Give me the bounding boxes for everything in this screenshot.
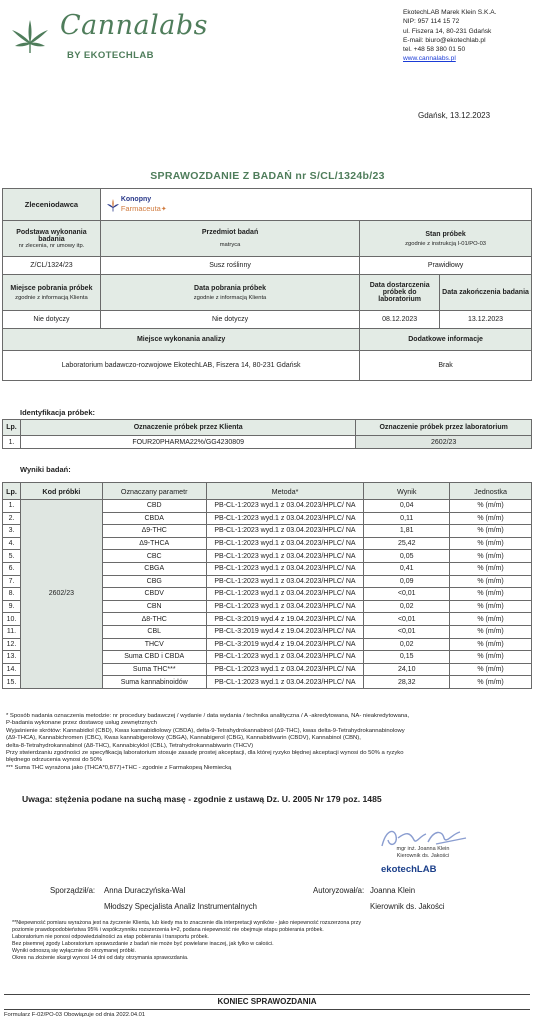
company-info (403, 8, 496, 64)
dry-mass-warning: Uwaga: stężenia podane na suchą masę - zgodnie z ustawą Dz. U. 2005 Nr 179 poz. 1485 (22, 794, 382, 804)
footnote-line: Bez pisemnej zgody Laboratorium sprawozdanie z badań nie może być powielane inaczej, jak tylko w całości. (12, 941, 274, 947)
result-value: <0,01 (364, 613, 450, 626)
sampling-place-label: Miejsce pobrania próbek (10, 284, 93, 292)
result-lp: 7. (3, 575, 21, 588)
result-method: PB-CL-1:2023 wyd.1 z 03.04.2023/HPLC/ NA (206, 588, 364, 601)
report-title: SPRAWOZDANIE Z BADAŃ nr S/CL/1324b/23 (150, 170, 385, 182)
result-unit: % (m/m) (450, 550, 532, 563)
result-lp: 14. (3, 663, 21, 676)
result-lp: 10. (3, 613, 21, 626)
ident-lp: 1. (3, 436, 21, 449)
result-parameter: THCV (102, 638, 206, 651)
sampling-place-value: Nie dotyczy (3, 311, 101, 329)
stamp-role: Kierownik ds. Jakości (396, 852, 450, 859)
result-unit: % (m/m) (450, 613, 532, 626)
result-parameter: Δ9-THCA (102, 537, 206, 550)
sampling-date-label: Data pobrania próbek (194, 284, 267, 292)
results-title: Wyniki badań: (20, 465, 71, 474)
authorized-role: Kierownik ds. Jakości (370, 902, 445, 911)
result-unit: % (m/m) (450, 525, 532, 538)
result-parameter: CBDA (102, 512, 206, 525)
result-unit: % (m/m) (450, 575, 532, 588)
sample-code: 2602/23 (20, 500, 102, 689)
end-of-report: KONIEC SPRAWOZDANIA (4, 994, 530, 1010)
client-logo-icon (107, 198, 119, 212)
result-lp: 9. (3, 600, 21, 613)
footnote-line: Wyniki odnoszą się wyłącznie do otrzymanej próbki. (12, 948, 136, 954)
results-table (2, 482, 532, 689)
footnotes (12, 920, 528, 962)
result-parameter: CBN (102, 600, 206, 613)
prepared-role: Młodszy Specjalista Analiz Instrumentalnych (104, 902, 257, 911)
delivery-date-value: 08.12.2023 (360, 311, 440, 329)
identification-table (2, 419, 532, 449)
form-number: Formularz F-02/PO-03 Obowiązuje od dnia 2022.04.01 (4, 1012, 146, 1018)
note-line: *** Suma THC wyrażona jako (THCA*0,877)+THC - zgodnie z Farmakopeą Niemiecką (6, 764, 232, 771)
website-link[interactable]: www.cannalabs.pl (403, 55, 456, 63)
client-logo-line1: Konopny (120, 196, 152, 203)
result-method: PB-CL-1:2023 wyd.1 z 03.04.2023/HPLC/ NA (206, 600, 364, 613)
result-parameter: CBD (102, 500, 206, 513)
client-logo: Konopny Farmaceuta✦ (100, 189, 531, 221)
basis-value: Z/CL/1324/23 (3, 257, 101, 275)
result-method: PB-CL-3:2019 wyd.4 z 19.04.2023/HPLC/ NA (206, 638, 364, 651)
result-unit: % (m/m) (450, 537, 532, 550)
result-unit: % (m/m) (450, 600, 532, 613)
state-value: Prawidłowy (360, 257, 532, 275)
authorized-name: Joanna Klein (370, 886, 416, 895)
finish-date-label: Data zakończenia badania (440, 275, 532, 311)
brand-subtitle: BY EKOTECHLAB (67, 50, 154, 61)
result-method: PB-CL-1:2023 wyd.1 z 03.04.2023/HPLC/ NA (206, 676, 364, 689)
result-method: PB-CL-1:2023 wyd.1 z 03.04.2023/HPLC/ NA (206, 537, 364, 550)
subject-sublabel: matryca (219, 242, 241, 248)
results-header-param: Oznaczany parametr (102, 483, 206, 500)
note-line: (Δ9-THCA), Kannabichromen (CBC), Kwas kannabigerolowy (CBGA), Kannabigerol (CBG), Kannabidiwarin (CBDV), Kannabinol (CBN), (6, 735, 361, 742)
result-unit: % (m/m) (450, 651, 532, 664)
company-line: ul. Fiszera 14, 80-231 Gdańsk (403, 27, 492, 35)
delivery-date-label: Data dostarczenia próbek do laboratorium (360, 275, 440, 311)
footnote-line: Okres na złożenie skargi wynosi 14 dni od daty otrzymania sprawozdania. (12, 955, 189, 961)
ident-header-lp: Lp. (3, 420, 21, 436)
result-lp: 2. (3, 512, 21, 525)
subject-label: Przedmiot badań (201, 229, 259, 236)
stamp-name: mgr inż. Joanna Klein (396, 846, 450, 852)
result-lp: 12. (3, 638, 21, 651)
cannabis-leaf-icon (10, 16, 50, 56)
subject-value: Susz roślinny (100, 257, 359, 275)
prepared-label: Sporządził/a: (50, 886, 96, 895)
result-lp: 11. (3, 625, 21, 638)
results-header-unit: Jednostka (450, 483, 532, 500)
result-parameter: Suma CBD i CBDA (102, 651, 206, 664)
order-info-table (2, 188, 532, 381)
finish-date-value: 13.12.2023 (440, 311, 532, 329)
result-unit: % (m/m) (450, 638, 532, 651)
result-lp: 6. (3, 562, 21, 575)
result-unit: % (m/m) (450, 663, 532, 676)
result-method: PB-CL-1:2023 wyd.1 z 03.04.2023/HPLC/ NA (206, 663, 364, 676)
result-value: 24,10 (364, 663, 450, 676)
note-line: delta-8-Tetrahydrokannabinol (Δ8-THC), Kannabicyklol (CBL), Tetrahydrokannabiwarin (THCV) (6, 742, 254, 749)
footnote-line: **Niepewność pomiaru wyrażona jest na życzenie Klienta, lub kiedy ma to znaczenie dla interpretacji wyników - jako niepewność rozszerzona przy (12, 920, 362, 926)
result-parameter: Suma THC*** (102, 663, 206, 676)
table-row (3, 500, 532, 513)
result-method: PB-CL-1:2023 wyd.1 z 03.04.2023/HPLC/ NA (206, 550, 364, 563)
authorized-label: Autoryzował/a: (313, 886, 365, 895)
company-line: EkotechLAB Marek Klein S.K.A. (403, 9, 497, 16)
company-line: E-mail: biuro@ekotechlab.pl (403, 36, 486, 44)
company-line: tel. +48 58 380 01 50 (403, 46, 466, 54)
result-method: PB-CL-1:2023 wyd.1 z 03.04.2023/HPLC/ NA (206, 562, 364, 575)
result-lp: 4. (3, 537, 21, 550)
result-unit: % (m/m) (450, 676, 532, 689)
sampling-date-sublabel: zgodnie z informacją Klienta (193, 294, 267, 301)
result-parameter: CBDV (102, 588, 206, 601)
result-parameter: CBG (102, 575, 206, 588)
result-value: 0,04 (364, 500, 450, 513)
results-header-lp: Lp. (3, 483, 21, 500)
result-value: 25,42 (364, 537, 450, 550)
note-line: Wyjaśnienie skrótów: Kannabidiol (CBD), Kwas kannabidiolowy (CBDA), delta-9-Tetrahydrokannabinol (Δ9-THC), kwas delta-9-Tetrahydrokannabinolowy (6, 727, 405, 734)
place-date: Gdańsk, 13.12.2023 (418, 111, 491, 120)
analysis-place-value: Laboratorium badawczo-rozwojowe EkotechLAB, Fiszera 14, 80-231 Gdańsk (3, 351, 360, 381)
result-value: 0,15 (364, 651, 450, 664)
state-label: Stan próbek (425, 230, 466, 238)
result-method: PB-CL-1:2023 wyd.1 z 03.04.2023/HPLC/ NA (206, 525, 364, 538)
result-lp: 5. (3, 550, 21, 563)
sampling-place-sublabel: zgodnie z informacją Klienta (15, 294, 88, 301)
result-lp: 1. (3, 500, 21, 513)
signature-stamp (368, 846, 478, 859)
result-method: PB-CL-1:2023 wyd.1 z 03.04.2023/HPLC/ NA (206, 512, 364, 525)
result-lp: 13. (3, 651, 21, 664)
note-line: * Sposób nadania oznaczenia metodzie: nr procedury badawczej / wydanie / data wydania / technika analityczna / A -akredytowana, NA- nieakredytowana, (6, 713, 410, 719)
result-parameter: CBC (102, 550, 206, 563)
brand-name: Cannalabs (60, 10, 209, 41)
note-line: P-badania wykonane przez dostawcę usług zewnętrznych (6, 720, 157, 727)
results-header-result: Wynik (364, 483, 450, 500)
result-value: 0,09 (364, 575, 450, 588)
result-value: 0,02 (364, 638, 450, 651)
result-unit: % (m/m) (450, 562, 532, 575)
result-unit: % (m/m) (450, 625, 532, 638)
result-parameter: Δ8-THC (102, 613, 206, 626)
result-method: PB-CL-1:2023 wyd.1 z 03.04.2023/HPLC/ NA (206, 651, 364, 664)
result-unit: % (m/m) (450, 588, 532, 601)
result-value: 0,05 (364, 550, 450, 563)
result-unit: % (m/m) (450, 512, 532, 525)
prepared-name: Anna Duraczyńska-Wal (104, 886, 186, 895)
result-lp: 8. (3, 588, 21, 601)
result-method: PB-CL-3:2019 wyd.4 z 19.04.2023/HPLC/ NA (206, 625, 364, 638)
basis-label: Podstawa wykonania badania (16, 228, 87, 243)
result-parameter: CBGA (102, 562, 206, 575)
client-logo-line2: Farmaceuta (120, 204, 161, 213)
note-line: błędnego odrzucenia wynosi do 50% (6, 757, 102, 764)
ident-header-client: Oznaczenie próbek przez Klienta (20, 420, 355, 436)
footnote-line: poziomie prawdopodobieństwa 95% i współczynniku rozszerzenia k=2, podana niepewność nie obejmuje etapu pobierania próbek. (12, 927, 324, 933)
state-sublabel: zgodnie z instrukcją I-01/PO-03 (405, 240, 487, 247)
result-parameter: CBL (102, 625, 206, 638)
ident-lab-code: 2602/23 (356, 436, 532, 449)
sampling-date-value: Nie dotyczy (100, 311, 359, 329)
ekotechlab-stamp-logo: ekotechLAB (381, 864, 437, 875)
result-value: 1,81 (364, 525, 450, 538)
extra-info-label: Dodatkowe informacje (360, 329, 532, 351)
result-lp: 15. (3, 676, 21, 689)
result-value: <0,01 (364, 625, 450, 638)
result-parameter: Δ9-THC (102, 525, 206, 538)
result-value: <0,01 (364, 588, 450, 601)
result-unit: % (m/m) (450, 500, 532, 513)
ident-client-code: FOUR20PHARMA22%/GG4230809 (20, 436, 355, 449)
method-notes (6, 713, 530, 772)
footnote-line: Laboratorium nie ponosi odpowiedzialności za etap pobierania i transportu próbek. (12, 934, 209, 940)
result-method: PB-CL-1:2023 wyd.1 z 03.04.2023/HPLC/ NA (206, 575, 364, 588)
table-row (3, 436, 532, 449)
basis-sublabel: nr zlecenia, nr umowy itp. (18, 242, 85, 249)
results-header-method: Metoda* (206, 483, 364, 500)
result-method: PB-CL-3:2019 wyd.4 z 19.04.2023/HPLC/ NA (206, 613, 364, 626)
result-lp: 3. (3, 525, 21, 538)
result-value: 0,41 (364, 562, 450, 575)
client-label: Zleceniodawca (3, 189, 101, 221)
result-parameter: Suma kannabinoidów (102, 676, 206, 689)
result-value: 28,32 (364, 676, 450, 689)
company-line: NIP: 957 114 15 72 (403, 18, 460, 26)
identification-title: Identyfikacja próbek: (20, 408, 96, 417)
result-value: 0,11 (364, 512, 450, 525)
result-value: 0,02 (364, 600, 450, 613)
note-line: Przy stwierdzaniu zgodności ze specyfikacją laboratorium stosuje zasadę prostej akceptacji, dla której ryzyko błędnej akceptacji wynosi do 50% a ryzyko (6, 750, 404, 757)
extra-info-value: Brak (360, 351, 532, 381)
result-method: PB-CL-1:2023 wyd.1 z 03.04.2023/HPLC/ NA (206, 500, 364, 513)
results-header-code: Kod próbki (20, 483, 102, 500)
analysis-place-label: Miejsce wykonania analizy (3, 329, 360, 351)
ident-header-lab: Oznaczenie próbek przez laboratorium (356, 420, 532, 436)
